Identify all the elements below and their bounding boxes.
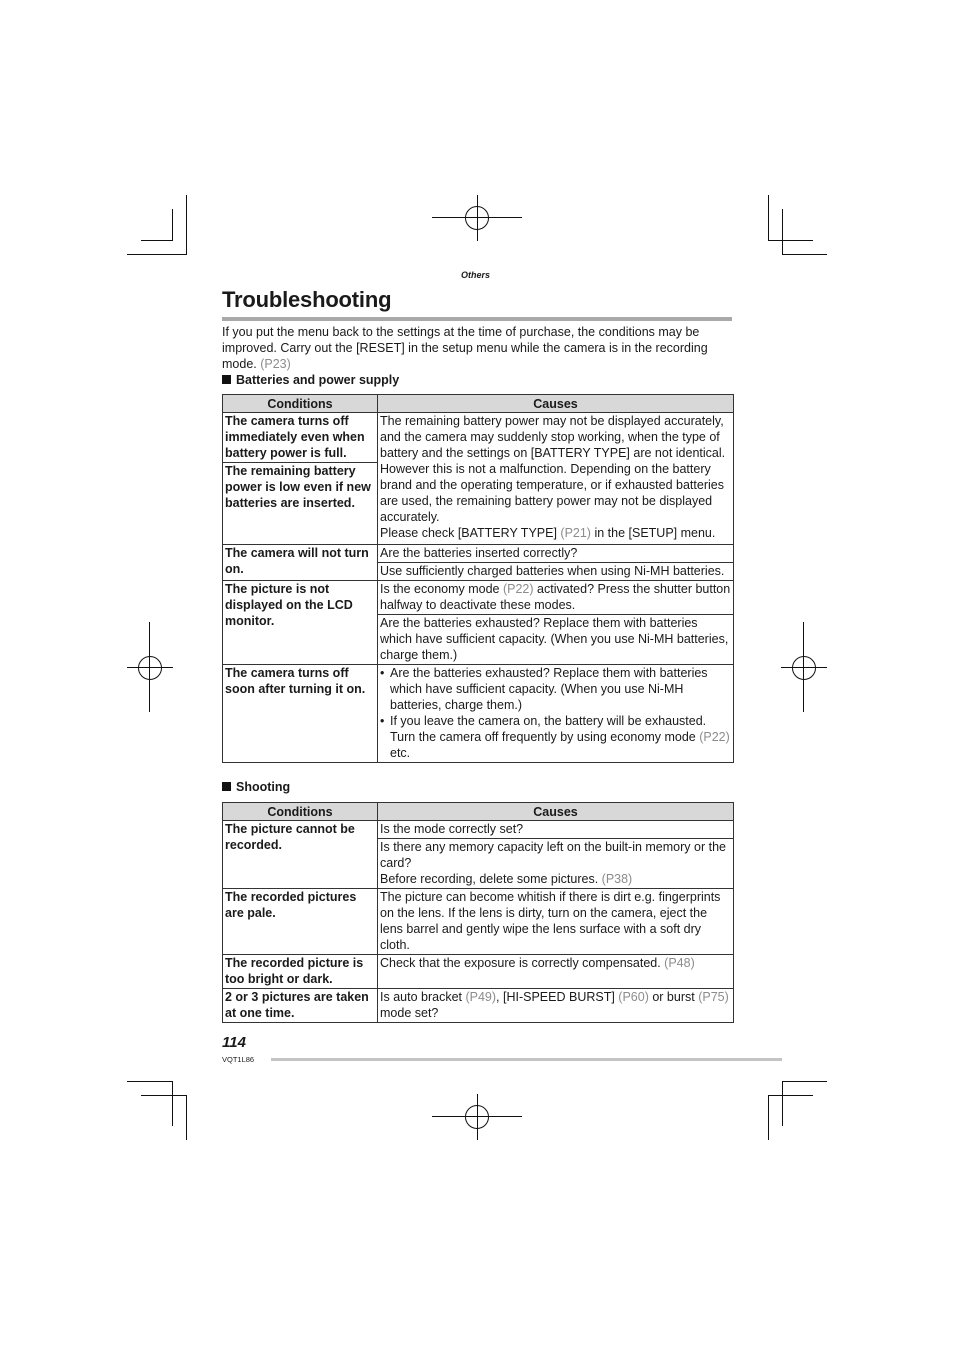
cause-text: Is the economy mode — [380, 582, 503, 596]
cause-cell — [378, 989, 734, 1023]
condition-cell: The camera turns off soon after turning it on. — [223, 665, 378, 763]
section-label: Others — [461, 270, 491, 280]
bullet-icon: • — [380, 666, 385, 680]
condition-cell: The camera turns off immediately even when battery power is full. — [223, 413, 378, 463]
cause-cell — [378, 581, 734, 615]
cause-text: or burst — [648, 990, 699, 1004]
page-reference: (P60) — [618, 990, 649, 1004]
title-underline — [222, 317, 732, 321]
page-reference: (P22) — [699, 730, 730, 744]
cause-text: Is auto bracket — [380, 990, 466, 1004]
table-row — [223, 665, 734, 763]
cause-text: mode set? — [380, 1006, 439, 1020]
page-reference: (P48) — [664, 956, 695, 970]
cause-text: Check that the exposure is correctly compensated. — [380, 956, 665, 970]
table-row — [223, 581, 734, 615]
column-header-causes: Causes — [378, 395, 734, 413]
cause-cell: Is the mode correctly set? — [378, 821, 734, 839]
table-header-row — [223, 803, 734, 821]
bullet-icon: • — [380, 714, 385, 728]
intro-text: If you put the menu back to the settings at the time of purchase, the conditions may be improved. Carry out the [RESET] in the setup menu while the camera is in the recording mode. — [222, 325, 708, 371]
condition-cell: The recorded picture is too bright or dark. — [223, 955, 378, 989]
section-heading-shooting — [222, 780, 290, 794]
table-row — [223, 545, 734, 563]
page-reference: (P38) — [601, 872, 633, 886]
cause-text: Please check [BATTERY TYPE] — [380, 526, 561, 540]
cause-cell — [378, 665, 734, 763]
bullet-item — [380, 665, 732, 713]
cause-text: Before recording, delete some pictures. — [380, 872, 602, 886]
condition-cell: The camera will not turn on. — [223, 545, 378, 581]
heading-text: Batteries and power supply — [236, 373, 400, 387]
footer-rule — [271, 1058, 782, 1061]
cause-cell — [378, 839, 734, 889]
column-header-conditions: Conditions — [223, 803, 378, 821]
document-code: VQT1L86 — [222, 1055, 255, 1064]
condition-cell: 2 or 3 pictures are taken at one time. — [223, 989, 378, 1023]
table-row — [223, 989, 734, 1023]
cause-text: , [HI-SPEED BURST] — [496, 990, 619, 1004]
cause-cell: Are the batteries exhausted? Replace them with batteries which have sufficient capacity. (When you use Ni-MH batteries, charge them.) — [378, 615, 734, 665]
bullet-text: etc. — [390, 746, 411, 760]
cause-text: in the [SETUP] menu. — [590, 526, 716, 540]
table-header-row — [223, 395, 734, 413]
bullet-text: Are the batteries exhausted? Replace them with batteries which have sufficient capacity. (When you use Ni-MH batteries, charge them.) — [390, 666, 708, 712]
square-bullet-icon — [222, 375, 231, 384]
batteries-table — [222, 394, 734, 763]
page-reference: (P21) — [560, 526, 591, 540]
page-title: Troubleshooting — [222, 287, 392, 312]
column-header-causes: Causes — [378, 803, 734, 821]
shooting-table — [222, 802, 734, 1023]
condition-cell: The picture is not displayed on the LCD monitor. — [223, 581, 378, 665]
table-row — [223, 889, 734, 955]
cause-cell: Use sufficiently charged batteries when using Ni-MH batteries. — [378, 563, 734, 581]
page-reference: (P49) — [465, 990, 497, 1004]
condition-cell: The recorded pictures are pale. — [223, 889, 378, 955]
cause-cell — [378, 955, 734, 989]
bullet-text: If you leave the camera on, the battery will be exhausted. Turn the camera off frequently by using economy mode — [390, 714, 707, 744]
cause-cell: The picture can become whitish if there is dirt e.g. fingerprints on the lens. If the lens is dirty, turn on the camera, eject the lens barrel and gently wipe the lens surface with a soft dry cloth. — [378, 889, 734, 955]
cause-cell — [378, 413, 734, 545]
cause-text: activated? Press the shutter button halfway to deactivate these modes. — [380, 582, 731, 612]
table-row — [223, 955, 734, 989]
page-reference: (P75) — [698, 990, 729, 1004]
condition-cell: The remaining battery power is low even if new batteries are inserted. — [223, 463, 378, 545]
section-heading-batteries — [222, 373, 399, 387]
square-bullet-icon — [222, 782, 231, 791]
page-number: 114 — [222, 1034, 246, 1051]
page-reference: (P23) — [260, 357, 291, 371]
bullet-item — [380, 713, 732, 761]
condition-cell: The picture cannot be recorded. — [223, 821, 378, 889]
cause-cell: Are the batteries inserted correctly? — [378, 545, 734, 563]
table-row — [223, 821, 734, 839]
table-row — [223, 413, 734, 463]
cause-text: The remaining battery power may not be displayed accurately, and the camera may suddenly stop working, when the type of battery and the settings on [BATTERY TYPE] are not identical. However this is not a malfunction. Depending on the battery brand and the operating temperature, or if exhausted batteries are used, the remaining battery power may not be displayed accurately. — [380, 414, 726, 524]
heading-text: Shooting — [236, 780, 291, 794]
intro-paragraph — [222, 324, 734, 372]
cause-text: Is there any memory capacity left on the built-in memory or the card? — [380, 840, 726, 870]
column-header-conditions: Conditions — [223, 395, 378, 413]
page-reference: (P22) — [502, 582, 534, 596]
